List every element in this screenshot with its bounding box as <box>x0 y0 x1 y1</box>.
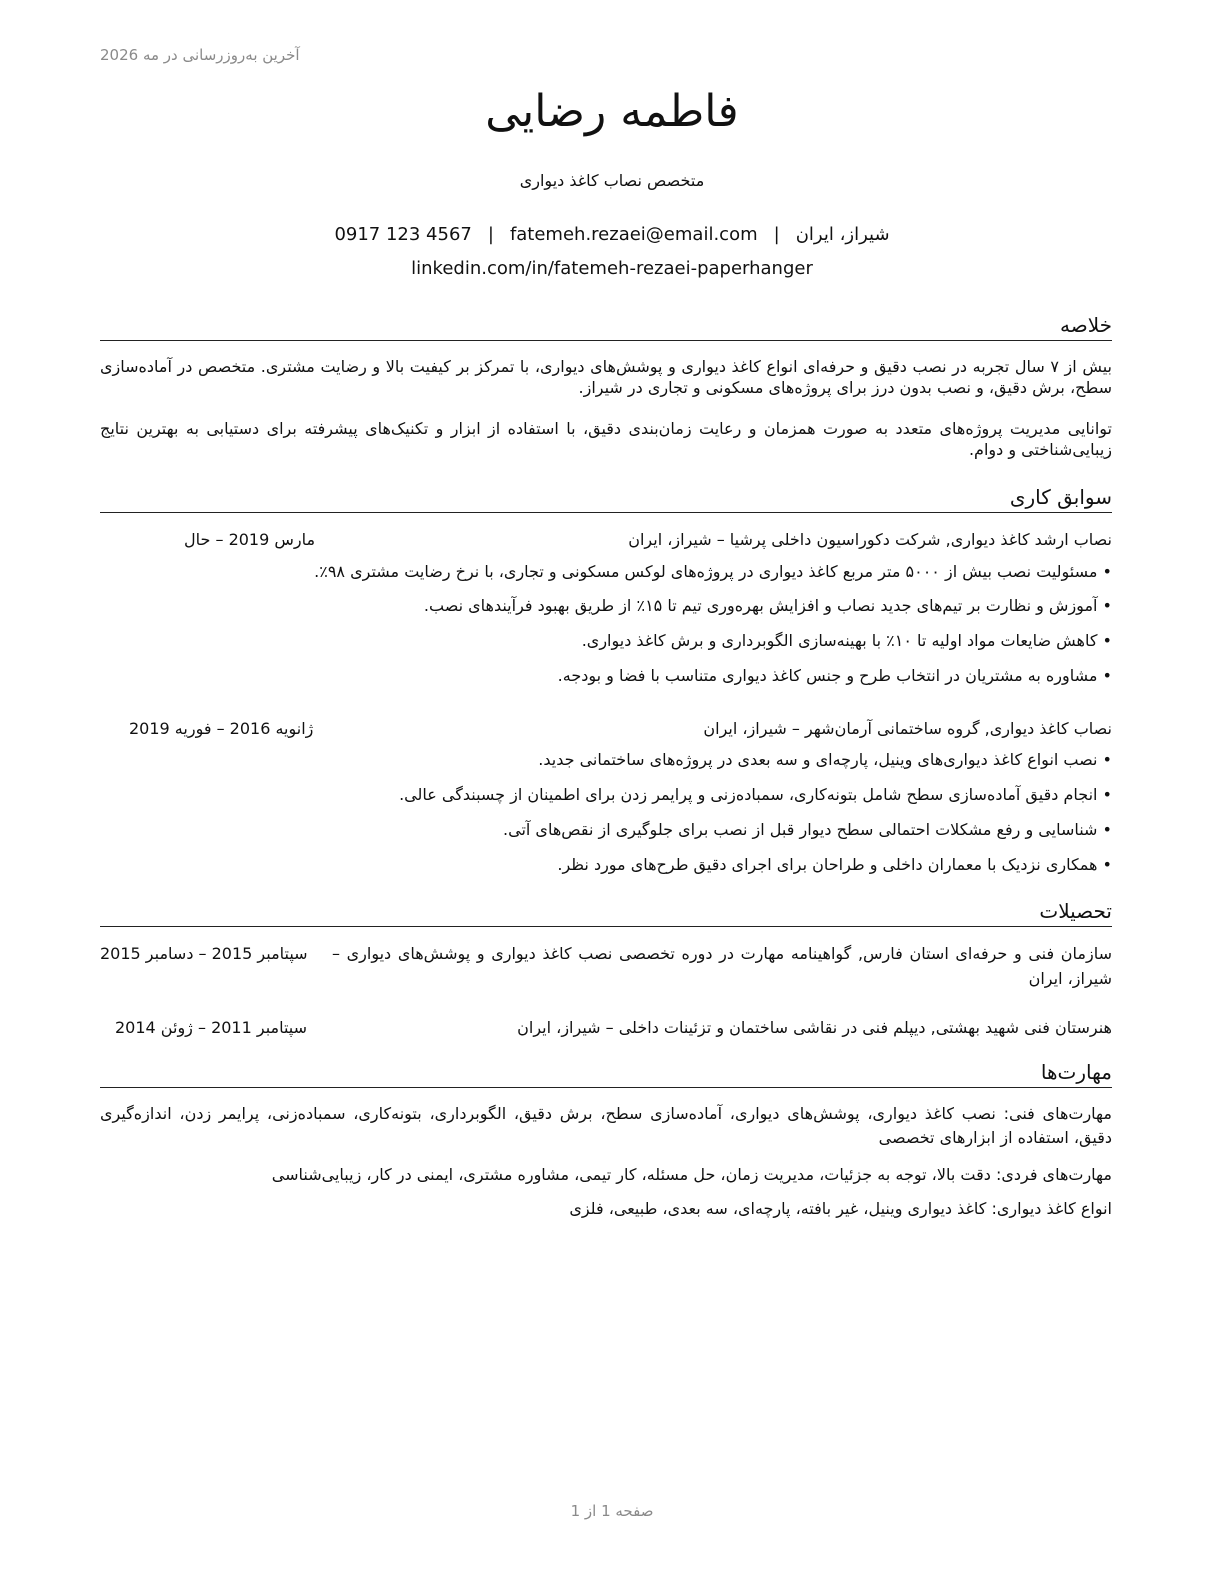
contact-line <box>0 224 1224 245</box>
section-heading-education: تحصیلات <box>100 898 1112 927</box>
job-header <box>100 717 1112 741</box>
skills-line: مهارت‌های فنی: نصب کاغذ دیواری، پوشش‌های دیواری، آماده‌سازی سطح، برش دقیق، الگوبرداری، بتونه‌کاری، سمباده‌زنی، پرایمر زدن، اندازه‌گیری دقیق، استفاده از ابزارهای تخصصی <box>100 1104 1112 1147</box>
section-heading-summary: خلاصه <box>100 312 1112 341</box>
summary-paragraph: توانایی مدیریت پروژه‌های متعدد به صورت همزمان و رعایت زمان‌بندی دقیق، با استفاده از ابزار و تکنیک‌های پیشرفته برای دستیابی به بهترین نتایج زیبایی‌شناختی و دوام. <box>100 419 1112 459</box>
job-dates: ژانویه 2016 – فوریه 2019 <box>129 719 314 738</box>
separator: | <box>487 224 494 245</box>
last-updated-note: آخرین به‌روزرسانی در مه 2026 <box>100 46 300 64</box>
summary-paragraph: بیش از ۷ سال تجربه در نصب دقیق و حرفه‌ای انواع کاغذ دیواری و پوشش‌های دیواری، با تمرکز بر کیفیت بالا و رضایت مشتری. متخصص در آماده‌سازی سطح، برش دقیق، و نصب بدون درز برای پروژه‌های مسکونی و تجاری در شیراز. <box>100 357 1112 397</box>
job-bullet: • انجام دقیق آماده‌سازی سطح شامل بتونه‌کاری، سمباده‌زنی و پرایمر زدن برای اطمینان از چسبندگی عالی. <box>100 783 1112 807</box>
job-title: متخصص نصاب کاغذ دیواری <box>519 171 705 190</box>
education-item <box>100 941 1112 993</box>
job-bullet: • شناسایی و رفع مشکلات احتمالی سطح دیوار قبل از نصب برای جلوگیری از نقص‌های آتی. <box>100 818 1112 842</box>
section-heading-skills: مهارت‌ها <box>100 1059 1112 1088</box>
section-heading-experience: سوابق کاری <box>100 484 1112 513</box>
job-role: نصاب کاغذ دیواری, گروه ساختمانی آرمان‌شهر – شیراز، ایران <box>703 719 1112 738</box>
education-dates: سپتامبر 2015 – دسامبر 2015 <box>100 944 308 963</box>
job-bullet: • کاهش ضایعات مواد اولیه تا ۱۰٪ با بهینه‌سازی الگوبرداری و برش کاغذ دیواری. <box>100 629 1112 653</box>
job-dates: مارس 2019 – حال <box>184 530 316 549</box>
education-text: هنرستان فنی شهید بهشتی, دیپلم فنی در نقاشی ساختمان و تزئینات داخلی – شیراز، ایران <box>517 1018 1112 1037</box>
job-bullet: • همکاری نزدیک با معماران داخلی و طراحان برای اجرای دقیق طرح‌های مورد نظر. <box>100 853 1112 877</box>
education-item <box>100 1016 1112 1040</box>
separator: | <box>773 224 780 245</box>
education-text: سازمان فنی و حرفه‌ای استان فارس, گواهینامه مهارت در دوره تخصصی نصب کاغذ دیواری و پوشش‌های دیواری – شیراز، ایران <box>332 944 1112 988</box>
job-bullet: • مشاوره به مشتریان در انتخاب طرح و جنس کاغذ دیواری متناسب با فضا و بودجه. <box>100 664 1112 688</box>
job-role: نصاب ارشد کاغذ دیواری, شرکت دکوراسیون داخلی پرشیا – شیراز، ایران <box>628 530 1112 549</box>
job-bullet: • نصب انواع کاغذ دیواری‌های وینیل، پارچه‌ای و سه بعدی در پروژه‌های ساختمانی جدید. <box>100 748 1112 772</box>
job-bullet: • مسئولیت نصب بیش از ۵۰۰۰ متر مربع کاغذ دیواری در پروژه‌های لوکس مسکونی و تجاری، با نرخ رضایت مشتری ۹۸٪. <box>100 560 1112 584</box>
email-link[interactable]: fatemeh.rezaei@email.com <box>509 224 758 245</box>
job-bullet: • آموزش و نظارت بر تیم‌های جدید نصاب و افزایش بهره‌وری تیم تا ۱۵٪ از طریق بهبود فرآیندهای نصب. <box>100 594 1112 618</box>
phone-number: 0917 123 4567 <box>334 224 472 245</box>
page-number: صفحه 1 از 1 <box>570 1502 654 1520</box>
candidate-name: فاطمه رضایی <box>485 86 739 137</box>
education-dates: سپتامبر 2011 – ژوئن 2014 <box>115 1018 308 1037</box>
linkedin-link[interactable]: linkedin.com/in/fatemeh-rezaei-paperhanger <box>411 258 813 279</box>
location: شیراز، ایران <box>795 224 890 245</box>
job-header <box>100 528 1112 552</box>
skills-line: مهارت‌های فردی: دقت بالا، توجه به جزئیات، مدیریت زمان، حل مسئله، کار تیمی، مشاوره مشتری، ایمنی در کار، زیبایی‌شناسی <box>271 1165 1112 1184</box>
skills-line: انواع کاغذ دیواری: کاغذ دیواری وینیل، غیر بافته، پارچه‌ای، سه بعدی، طبیعی، فلزی <box>569 1199 1112 1218</box>
